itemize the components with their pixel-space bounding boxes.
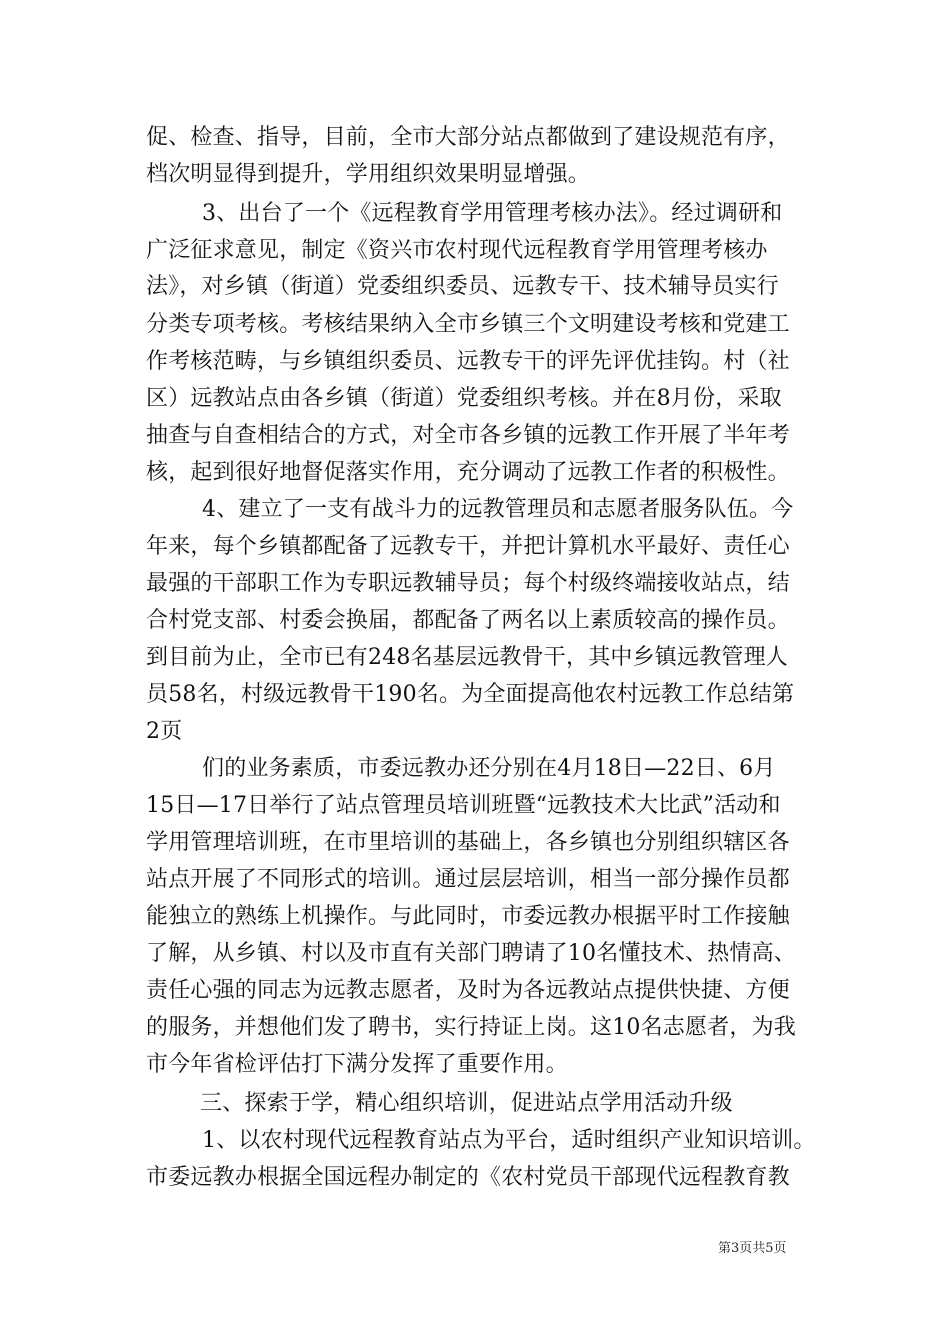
text-line: 2页	[146, 719, 183, 744]
text-line: 站点开展了不同形式的培训。通过层层培训，相当一部分操作员都	[146, 867, 790, 892]
text-line: 4、建立了一支有战斗力的远教管理员和志愿者服务队伍。今	[202, 497, 794, 522]
text-line: 市今年省检评估打下满分发挥了重要作用。	[146, 1052, 568, 1077]
text-line: 能独立的熟练上机操作。与此同时，市委远教办根据平时工作接触	[146, 904, 790, 929]
text-line: 核，起到很好地督促落实作用，充分调动了远教工作者的积极性。	[146, 460, 790, 485]
text-line: 15日—17日举行了站点管理员培训班暨“远教技术大比武”活动和	[146, 793, 781, 818]
text-line: 了解，从乡镇、村以及市直有关部门聘请了10名懂技术、热情高、	[146, 941, 796, 966]
text-line: 责任心强的同志为远教志愿者，及时为各远教站点提供快捷、方便	[146, 978, 790, 1003]
text-line: 1、以农村现代远程教育站点为平台，适时组织产业知识培训。	[202, 1128, 816, 1153]
text-line: 员58名，村级远教骨干190名。为全面提高他农村远教工作总结第	[146, 682, 795, 707]
text-line: 学用管理培训班，在市里培训的基础上，各乡镇也分别组织辖区各	[146, 830, 790, 855]
text-line: 法》，对乡镇（街道）党委组织委员、远教专干、技术辅导员实行	[146, 274, 779, 299]
text-line: 档次明显得到提升，学用组织效果明显增强。	[146, 162, 591, 187]
text-line: 市委远教办根据全国远程办制定的《农村党员干部现代远程教育教	[146, 1165, 790, 1190]
text-line: 的服务，并想他们发了聘书，实行持证上岗。这10名志愿者，为我	[146, 1015, 796, 1040]
text-line: 3、出台了一个《远程教育学用管理考核办法》。经过调研和	[202, 201, 783, 226]
section-heading: 三、探索于学，精心组织培训，促进站点学用活动升级	[200, 1091, 733, 1116]
text-line: 合村党支部、村委会换届，都配备了两名以上素质较高的操作员。	[146, 608, 790, 633]
text-line: 分类专项考核。考核结果纳入全市乡镇三个文明建设考核和党建工	[146, 312, 790, 337]
text-line: 到目前为止，全市已有248名基层远教骨干，其中乡镇远教管理人	[146, 645, 788, 670]
text-line: 促、检查、指导，目前，全市大部分站点都做到了建设规范有序，	[146, 125, 790, 150]
text-line: 最强的干部职工作为专职远教辅导员；每个村级终端接收站点，结	[146, 571, 790, 596]
text-line: 抽查与自查相结合的方式，对全市各乡镇的远教工作开展了半年考	[146, 423, 790, 448]
text-line: 年来，每个乡镇都配备了远教专干，并把计算机水平最好、责任心	[146, 534, 790, 559]
text-line: 作考核范畴，与乡镇组织委员、远教专干的评先评优挂钩。村（社	[146, 349, 790, 374]
text-line: 广泛征求意见，制定《资兴市农村现代远程教育学用管理考核办	[146, 238, 768, 263]
page-number: 第3页共5页	[718, 1241, 787, 1256]
text-line: 区）远教站点由各乡镇（街道）党委组织考核。并在8月份，采取	[146, 386, 782, 411]
text-line: 们的业务素质，市委远教办还分别在4月18日—22日、6月	[202, 756, 776, 781]
